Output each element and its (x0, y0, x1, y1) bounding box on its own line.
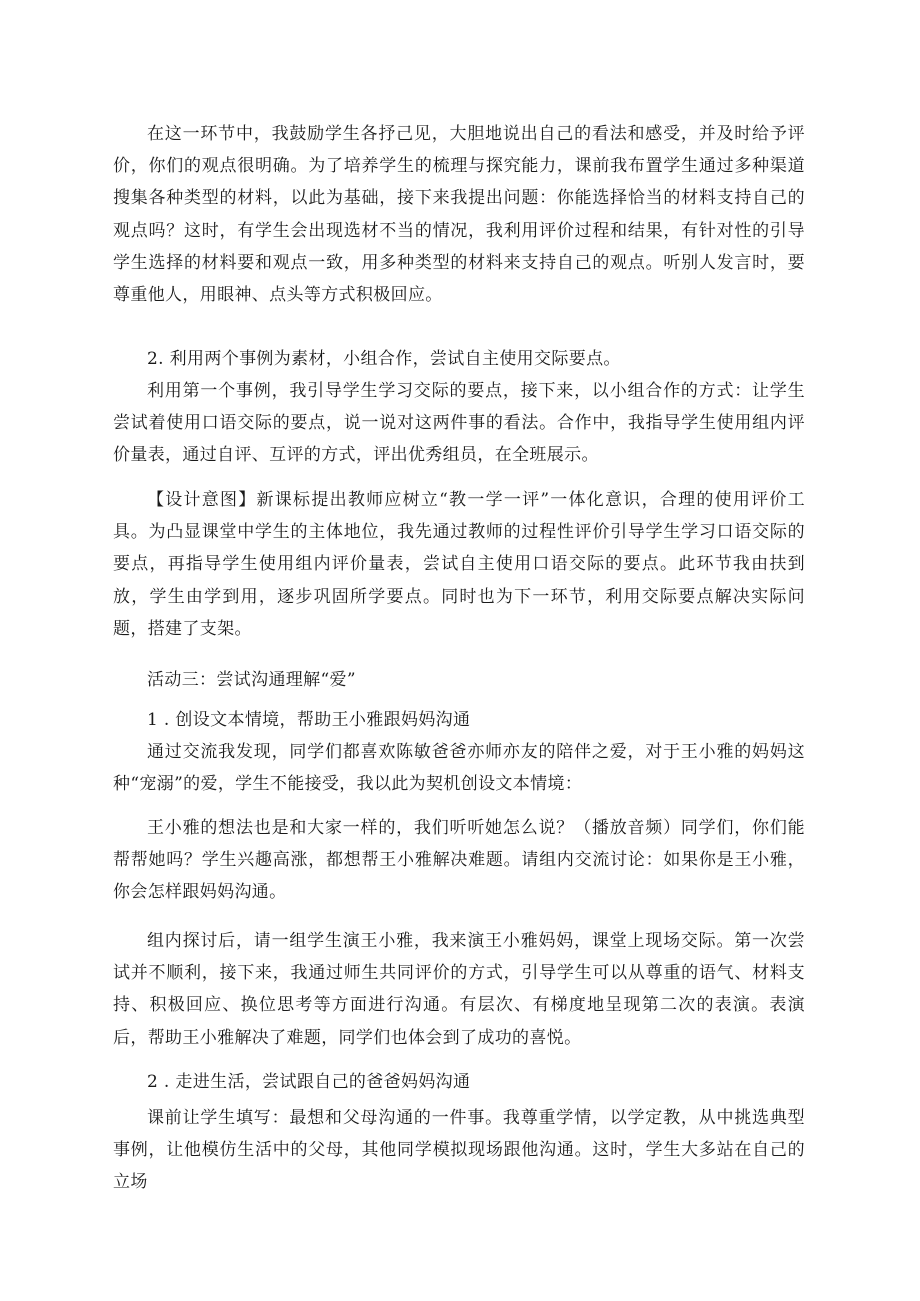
paragraph-wang-xiaoya: 王小雅的想法也是和大家一样的，我们听听她怎么说？（播放音频）同学们，你们能帮帮她吗？学生兴趣高涨，都想帮王小雅解决难题。请组内交流讨论：如果你是王小雅，你会怎样跟妈妈沟通。 (113, 818, 805, 903)
subsection-heading-2: 2 . 走进生活，尝试跟自己的爸爸妈妈沟通 (147, 1072, 471, 1092)
paragraph-discovery: 通过交流我发现，同学们都喜欢陈敏爸爸亦师亦友的陪伴之爱，对于王小雅的妈妈这种“宠溺”的爱，学生不能接受，我以此为契机创设文本情境： (113, 742, 805, 795)
section-heading-2: 2. 利用两个事例为素材，小组合作，尝试自主使用交际要点。 (147, 349, 621, 369)
paragraph-design-intent: 【设计意图】新课标提出教师应树立“教一学一评”一体化意识，合理的使用评价工具。为凸显课堂中学生的主体地位，我先通过教师的过程性评价引导学生学习口语交际的要点，再指导学生使用组内评价量表，尝试自主使用口语交际的要点。此环节我由扶到放，学生由学到用，逐步巩固所学要点。同时也为下一环节，利用交际要点解决实际问题，搭建了支架。 (113, 490, 805, 639)
paragraph-group-work: 利用第一个事例，我引导学生学习交际的要点，接下来，以小组合作的方式：让学生尝试着使用口语交际的要点，说一说对这两件事的看法。合作中，我指导学生使用组内评价量表，通过自评、互评的方式，评出优秀组员，在全班展示。 (113, 381, 805, 466)
paragraph-role-play: 组内探讨后，请一组学生演王小雅，我来演王小雅妈妈，课堂上现场交际。第一次尝试并不顺利，接下来，我通过师生共同评价的方式，引导学生可以从尊重的语气、材料支持、积极回应、换位思考等方面进行沟通。有层次、有梯度地呈现第二次的表演。表演后，帮助王小雅解决了难题，同学们也体会到了成功的喜悦。 (113, 931, 805, 1048)
paragraph-life-practice: 课前让学生填写：最想和父母沟通的一件事。我尊重学情，以学定教，从中挑选典型事例，让他模仿生活中的父母，其他同学模拟现场跟他沟通。这时，学生大多站在自己的立场 (113, 1108, 805, 1193)
paragraph-evaluation: 在这一环节中，我鼓励学生各抒己见，大胆地说出自己的看法和感受，并及时给予评价，你们的观点很明确。为了培养学生的梳理与探究能力，课前我布置学生通过多种渠道搜集各种类型的材料，以此为基础，接下来我提出问题：你能选择恰当的材料支持自己的观点吗？这时，有学生会出现选材不当的情况，我利用评价过程和结果，有针对性的引导学生选择的材料要和观点一致，用多种类型的材料来支持自己的观点。听别人发言时，要尊重他人，用眼神、点头等方式积极回应。 (113, 124, 805, 306)
activity-three-title: 活动三：尝试沟通理解“爱” (147, 670, 356, 690)
subsection-heading-1: 1 . 创设文本情境，帮助王小雅跟妈妈沟通 (147, 710, 471, 730)
